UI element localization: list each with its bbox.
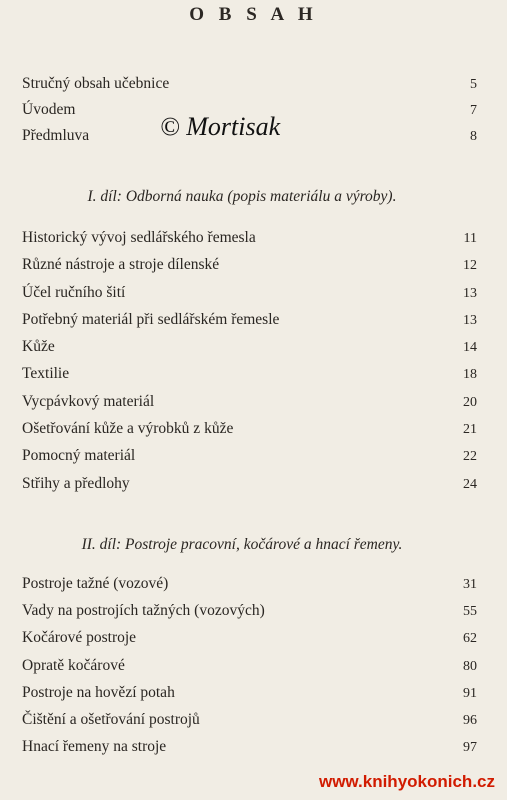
toc-entry-page: 13: [463, 313, 477, 328]
toc-entry: [22, 573, 477, 595]
toc-entry-label: Předmluva: [22, 127, 90, 144]
section-heading: II. díl: Postroje pracovní, kočárové a hnací řemeny.: [81, 536, 403, 553]
toc-entry-page: 91: [463, 686, 477, 701]
toc-entry-page: 96: [463, 713, 477, 728]
toc-entry-page: 20: [463, 395, 477, 410]
toc-entry-page: 14: [463, 340, 477, 355]
toc-entry-page: 12: [463, 258, 477, 273]
toc-entry-page: 8: [470, 129, 477, 144]
toc-entry: [22, 309, 477, 331]
toc-entry-label: Pomocný materiál: [22, 447, 136, 464]
toc-entry: [22, 655, 477, 677]
toc-entry-label: Stručný obsah učebnice: [22, 75, 170, 92]
toc-entry-page: 80: [463, 659, 477, 674]
toc-entry-page: 24: [463, 477, 477, 492]
toc-entry: [22, 391, 477, 413]
toc-entry-page: 13: [463, 286, 477, 301]
toc-entry-label: Potřebný materiál při sedlářském řemesle: [22, 311, 280, 328]
toc-entry: [22, 627, 477, 649]
website-url: www.knihyokonich.cz: [318, 772, 495, 791]
toc-entry: [22, 709, 477, 731]
toc-entry-label: Postroje tažné (vozové): [22, 575, 169, 592]
toc-entry-label: Vycpávkový materiál: [22, 393, 155, 410]
toc-entry: [22, 254, 477, 276]
section-heading: I. díl: Odborná nauka (popis materiálu a výroby).: [87, 188, 397, 205]
toc-entry-page: 11: [463, 231, 477, 246]
toc-entry-page: 31: [463, 577, 477, 592]
toc-entry-label: Kočárové postroje: [22, 629, 137, 646]
toc-entry-label: Čištění a ošetřování postrojů: [22, 711, 200, 728]
toc-entry: [22, 336, 477, 358]
toc-entry-label: Opratě kočárové: [22, 657, 125, 674]
toc-entry-label: Účel ručního šití: [22, 284, 126, 301]
toc-entry-page: 5: [470, 77, 477, 92]
toc-entry-label: Různé nástroje a stroje dílenské: [22, 256, 220, 273]
toc-entry: [22, 363, 477, 385]
toc-entry-label: Střihy a předlohy: [22, 475, 130, 492]
toc-entry-label: Postroje na hovězí potah: [22, 684, 175, 701]
toc-entry: [22, 473, 477, 495]
toc-entry: [22, 682, 477, 704]
toc-entry-label: Kůže: [22, 338, 55, 355]
toc-entry: [22, 600, 477, 622]
toc-entry: [22, 227, 477, 249]
toc-entry-page: 55: [463, 604, 477, 619]
toc-entry-label: Vady na postrojích tažných (vozových): [22, 602, 265, 619]
toc-entry-page: 18: [463, 367, 477, 382]
toc-entry: [22, 73, 477, 95]
toc-entry-label: Úvodem: [22, 101, 76, 118]
watermark: © Mortisak: [160, 112, 281, 141]
toc-entry-label: Historický vývoj sedlářského řemesla: [22, 229, 256, 246]
toc-entry-label: Textilie: [22, 365, 70, 382]
toc-entry-page: 62: [463, 631, 477, 646]
toc-entry: [22, 418, 477, 440]
toc-entry: [22, 282, 477, 304]
toc-entry-label: Hnací řemeny na stroje: [22, 738, 167, 755]
toc-entry-label: Ošetřování kůže a výrobků z kůže: [22, 420, 234, 437]
toc-entry-page: 97: [463, 740, 477, 755]
page-title: O B S A H: [189, 4, 318, 25]
toc-entry: [22, 445, 477, 467]
toc-entry-page: 22: [463, 449, 477, 464]
toc-entry-page: 21: [463, 422, 477, 437]
toc-entry-page: 7: [470, 103, 477, 118]
toc-entry: [22, 736, 477, 758]
